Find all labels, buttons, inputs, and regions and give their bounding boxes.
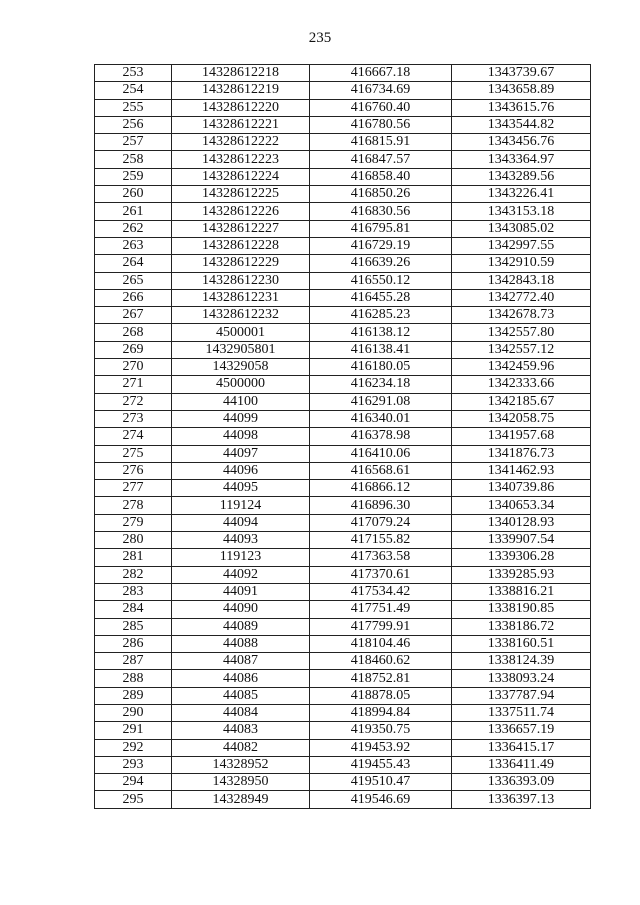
- point-id-cell: 44095: [172, 480, 310, 497]
- page-number: 235: [308, 30, 332, 46]
- row-number-cell: 259: [95, 168, 172, 185]
- table-row: [95, 687, 591, 704]
- y-coordinate-cell: 1338093.24: [452, 670, 591, 687]
- y-coordinate-cell: 1341957.68: [452, 428, 591, 445]
- row-number-cell: 265: [95, 272, 172, 289]
- x-coordinate-cell: 416138.12: [310, 324, 452, 341]
- y-coordinate-cell: 1343544.82: [452, 116, 591, 133]
- row-number-cell: 289: [95, 687, 172, 704]
- row-number-cell: 290: [95, 704, 172, 721]
- point-id-cell: 44086: [172, 670, 310, 687]
- x-coordinate-cell: 416760.40: [310, 99, 452, 116]
- row-number-cell: 280: [95, 532, 172, 549]
- y-coordinate-cell: 1336415.17: [452, 739, 591, 756]
- table-row: [95, 203, 591, 220]
- table-row: [95, 635, 591, 652]
- table-row: [95, 653, 591, 670]
- table-row: [95, 220, 591, 237]
- y-coordinate-cell: 1338124.39: [452, 653, 591, 670]
- row-number-cell: 295: [95, 791, 172, 808]
- point-id-cell: 1432905801: [172, 341, 310, 358]
- row-number-cell: 275: [95, 445, 172, 462]
- y-coordinate-cell: 1343153.18: [452, 203, 591, 220]
- x-coordinate-cell: 417370.61: [310, 566, 452, 583]
- point-id-cell: 4500001: [172, 324, 310, 341]
- table-row: [95, 116, 591, 133]
- row-number-cell: 264: [95, 255, 172, 272]
- point-id-cell: 44083: [172, 722, 310, 739]
- row-number-cell: 292: [95, 739, 172, 756]
- x-coordinate-cell: 419510.47: [310, 774, 452, 791]
- x-coordinate-cell: 416291.08: [310, 393, 452, 410]
- y-coordinate-cell: 1342910.59: [452, 255, 591, 272]
- point-id-cell: 14328612221: [172, 116, 310, 133]
- x-coordinate-cell: 418752.81: [310, 670, 452, 687]
- point-id-cell: 119123: [172, 549, 310, 566]
- y-coordinate-cell: 1340739.86: [452, 480, 591, 497]
- point-id-cell: 44098: [172, 428, 310, 445]
- x-coordinate-cell: 416795.81: [310, 220, 452, 237]
- x-coordinate-cell: 416734.69: [310, 82, 452, 99]
- x-coordinate-cell: 416896.30: [310, 497, 452, 514]
- x-coordinate-cell: 416639.26: [310, 255, 452, 272]
- point-id-cell: 14328612223: [172, 151, 310, 168]
- table-row: [95, 168, 591, 185]
- x-coordinate-cell: 418994.84: [310, 704, 452, 721]
- y-coordinate-cell: 1336411.49: [452, 756, 591, 773]
- row-number-cell: 255: [95, 99, 172, 116]
- table-row: [95, 307, 591, 324]
- row-number-cell: 270: [95, 359, 172, 376]
- table-row: [95, 428, 591, 445]
- point-id-cell: 44096: [172, 462, 310, 479]
- x-coordinate-cell: 417079.24: [310, 514, 452, 531]
- x-coordinate-cell: 419546.69: [310, 791, 452, 808]
- x-coordinate-cell: 417155.82: [310, 532, 452, 549]
- y-coordinate-cell: 1343364.97: [452, 151, 591, 168]
- row-number-cell: 258: [95, 151, 172, 168]
- x-coordinate-cell: 416847.57: [310, 151, 452, 168]
- row-number-cell: 284: [95, 601, 172, 618]
- row-number-cell: 261: [95, 203, 172, 220]
- y-coordinate-cell: 1343456.76: [452, 134, 591, 151]
- y-coordinate-cell: 1339907.54: [452, 532, 591, 549]
- point-id-cell: 14328612229: [172, 255, 310, 272]
- row-number-cell: 262: [95, 220, 172, 237]
- x-coordinate-cell: 416378.98: [310, 428, 452, 445]
- table-row: [95, 480, 591, 497]
- row-number-cell: 268: [95, 324, 172, 341]
- y-coordinate-cell: 1343615.76: [452, 99, 591, 116]
- y-coordinate-cell: 1342557.12: [452, 341, 591, 358]
- point-id-cell: 119124: [172, 497, 310, 514]
- x-coordinate-cell: 416568.61: [310, 462, 452, 479]
- x-coordinate-cell: 418460.62: [310, 653, 452, 670]
- x-coordinate-cell: 416285.23: [310, 307, 452, 324]
- x-coordinate-cell: 416138.41: [310, 341, 452, 358]
- y-coordinate-cell: 1342333.66: [452, 376, 591, 393]
- table-row: [95, 237, 591, 254]
- y-coordinate-cell: 1342843.18: [452, 272, 591, 289]
- y-coordinate-cell: 1340128.93: [452, 514, 591, 531]
- row-number-cell: 272: [95, 393, 172, 410]
- y-coordinate-cell: 1338160.51: [452, 635, 591, 652]
- x-coordinate-cell: 419455.43: [310, 756, 452, 773]
- table-row: [95, 739, 591, 756]
- point-id-cell: 44082: [172, 739, 310, 756]
- y-coordinate-cell: 1343226.41: [452, 186, 591, 203]
- row-number-cell: 253: [95, 65, 172, 82]
- point-id-cell: 44091: [172, 583, 310, 600]
- y-coordinate-cell: 1342185.67: [452, 393, 591, 410]
- y-coordinate-cell: 1339306.28: [452, 549, 591, 566]
- row-number-cell: 277: [95, 480, 172, 497]
- x-coordinate-cell: 416550.12: [310, 272, 452, 289]
- table-row: [95, 618, 591, 635]
- row-number-cell: 263: [95, 237, 172, 254]
- x-coordinate-cell: 416667.18: [310, 65, 452, 82]
- table-body: [95, 65, 591, 809]
- point-id-cell: 14328612226: [172, 203, 310, 220]
- x-coordinate-cell: 419453.92: [310, 739, 452, 756]
- table-row: [95, 583, 591, 600]
- table-row: [95, 65, 591, 82]
- row-number-cell: 254: [95, 82, 172, 99]
- y-coordinate-cell: 1343085.02: [452, 220, 591, 237]
- table-row: [95, 756, 591, 773]
- x-coordinate-cell: 416815.91: [310, 134, 452, 151]
- table-row: [95, 359, 591, 376]
- point-id-cell: 44099: [172, 410, 310, 427]
- table-row: [95, 704, 591, 721]
- table-row: [95, 151, 591, 168]
- row-number-cell: 271: [95, 376, 172, 393]
- row-number-cell: 281: [95, 549, 172, 566]
- row-number-cell: 274: [95, 428, 172, 445]
- table-row: [95, 324, 591, 341]
- y-coordinate-cell: 1338190.85: [452, 601, 591, 618]
- x-coordinate-cell: 416830.56: [310, 203, 452, 220]
- x-coordinate-cell: 416234.18: [310, 376, 452, 393]
- table-row: [95, 289, 591, 306]
- x-coordinate-cell: 417363.58: [310, 549, 452, 566]
- row-number-cell: 294: [95, 774, 172, 791]
- row-number-cell: 288: [95, 670, 172, 687]
- table-row: [95, 255, 591, 272]
- point-id-cell: 44087: [172, 653, 310, 670]
- table-row: [95, 376, 591, 393]
- table-row: [95, 670, 591, 687]
- table-row: [95, 774, 591, 791]
- y-coordinate-cell: 1339285.93: [452, 566, 591, 583]
- table-row: [95, 272, 591, 289]
- row-number-cell: 293: [95, 756, 172, 773]
- x-coordinate-cell: 416858.40: [310, 168, 452, 185]
- point-id-cell: 44092: [172, 566, 310, 583]
- row-number-cell: 267: [95, 307, 172, 324]
- row-number-cell: 269: [95, 341, 172, 358]
- y-coordinate-cell: 1342058.75: [452, 410, 591, 427]
- point-id-cell: 14328612225: [172, 186, 310, 203]
- y-coordinate-cell: 1341876.73: [452, 445, 591, 462]
- point-id-cell: 44084: [172, 704, 310, 721]
- point-id-cell: 14328950: [172, 774, 310, 791]
- point-id-cell: 14328612228: [172, 237, 310, 254]
- table-row: [95, 462, 591, 479]
- point-id-cell: 44088: [172, 635, 310, 652]
- row-number-cell: 283: [95, 583, 172, 600]
- point-id-cell: 14328952: [172, 756, 310, 773]
- point-id-cell: 44089: [172, 618, 310, 635]
- point-id-cell: 44093: [172, 532, 310, 549]
- row-number-cell: 279: [95, 514, 172, 531]
- x-coordinate-cell: 416455.28: [310, 289, 452, 306]
- x-coordinate-cell: 416340.01: [310, 410, 452, 427]
- x-coordinate-cell: 418104.46: [310, 635, 452, 652]
- point-id-cell: 14328612222: [172, 134, 310, 151]
- row-number-cell: 291: [95, 722, 172, 739]
- point-id-cell: 44085: [172, 687, 310, 704]
- x-coordinate-cell: 419350.75: [310, 722, 452, 739]
- row-number-cell: 286: [95, 635, 172, 652]
- point-id-cell: 14329058: [172, 359, 310, 376]
- y-coordinate-cell: 1342772.40: [452, 289, 591, 306]
- row-number-cell: 266: [95, 289, 172, 306]
- table-row: [95, 532, 591, 549]
- y-coordinate-cell: 1342678.73: [452, 307, 591, 324]
- y-coordinate-cell: 1336657.19: [452, 722, 591, 739]
- point-id-cell: 44090: [172, 601, 310, 618]
- y-coordinate-cell: 1337787.94: [452, 687, 591, 704]
- point-id-cell: 14328612218: [172, 65, 310, 82]
- row-number-cell: 273: [95, 410, 172, 427]
- y-coordinate-cell: 1338186.72: [452, 618, 591, 635]
- y-coordinate-cell: 1340653.34: [452, 497, 591, 514]
- x-coordinate-cell: 416850.26: [310, 186, 452, 203]
- x-coordinate-cell: 417534.42: [310, 583, 452, 600]
- table-row: [95, 82, 591, 99]
- point-id-cell: 14328612232: [172, 307, 310, 324]
- table-row: [95, 722, 591, 739]
- table-row: [95, 99, 591, 116]
- y-coordinate-cell: 1343658.89: [452, 82, 591, 99]
- x-coordinate-cell: 417751.49: [310, 601, 452, 618]
- row-number-cell: 256: [95, 116, 172, 133]
- point-id-cell: 44100: [172, 393, 310, 410]
- point-id-cell: 14328612220: [172, 99, 310, 116]
- y-coordinate-cell: 1342997.55: [452, 237, 591, 254]
- table-row: [95, 566, 591, 583]
- table-row: [95, 186, 591, 203]
- row-number-cell: 260: [95, 186, 172, 203]
- x-coordinate-cell: 416410.06: [310, 445, 452, 462]
- point-id-cell: 14328612224: [172, 168, 310, 185]
- x-coordinate-cell: 416866.12: [310, 480, 452, 497]
- point-id-cell: 14328612231: [172, 289, 310, 306]
- table-row: [95, 601, 591, 618]
- y-coordinate-cell: 1336397.13: [452, 791, 591, 808]
- y-coordinate-cell: 1342459.96: [452, 359, 591, 376]
- row-number-cell: 276: [95, 462, 172, 479]
- y-coordinate-cell: 1342557.80: [452, 324, 591, 341]
- x-coordinate-cell: 416780.56: [310, 116, 452, 133]
- y-coordinate-cell: 1336393.09: [452, 774, 591, 791]
- table-row: [95, 410, 591, 427]
- y-coordinate-cell: 1341462.93: [452, 462, 591, 479]
- y-coordinate-cell: 1337511.74: [452, 704, 591, 721]
- point-id-cell: 14328612230: [172, 272, 310, 289]
- x-coordinate-cell: 416729.19: [310, 237, 452, 254]
- point-id-cell: 44094: [172, 514, 310, 531]
- point-id-cell: 14328612227: [172, 220, 310, 237]
- row-number-cell: 282: [95, 566, 172, 583]
- row-number-cell: 287: [95, 653, 172, 670]
- table-row: [95, 514, 591, 531]
- row-number-cell: 278: [95, 497, 172, 514]
- table-row: [95, 791, 591, 808]
- row-number-cell: 257: [95, 134, 172, 151]
- table-row: [95, 341, 591, 358]
- coordinates-table: [94, 64, 591, 809]
- point-id-cell: 4500000: [172, 376, 310, 393]
- x-coordinate-cell: 418878.05: [310, 687, 452, 704]
- table-row: [95, 497, 591, 514]
- point-id-cell: 14328612219: [172, 82, 310, 99]
- table-row: [95, 134, 591, 151]
- x-coordinate-cell: 417799.91: [310, 618, 452, 635]
- x-coordinate-cell: 416180.05: [310, 359, 452, 376]
- row-number-cell: 285: [95, 618, 172, 635]
- table-row: [95, 445, 591, 462]
- y-coordinate-cell: 1343739.67: [452, 65, 591, 82]
- table-row: [95, 393, 591, 410]
- point-id-cell: 14328949: [172, 791, 310, 808]
- y-coordinate-cell: 1338816.21: [452, 583, 591, 600]
- table-row: [95, 549, 591, 566]
- y-coordinate-cell: 1343289.56: [452, 168, 591, 185]
- point-id-cell: 44097: [172, 445, 310, 462]
